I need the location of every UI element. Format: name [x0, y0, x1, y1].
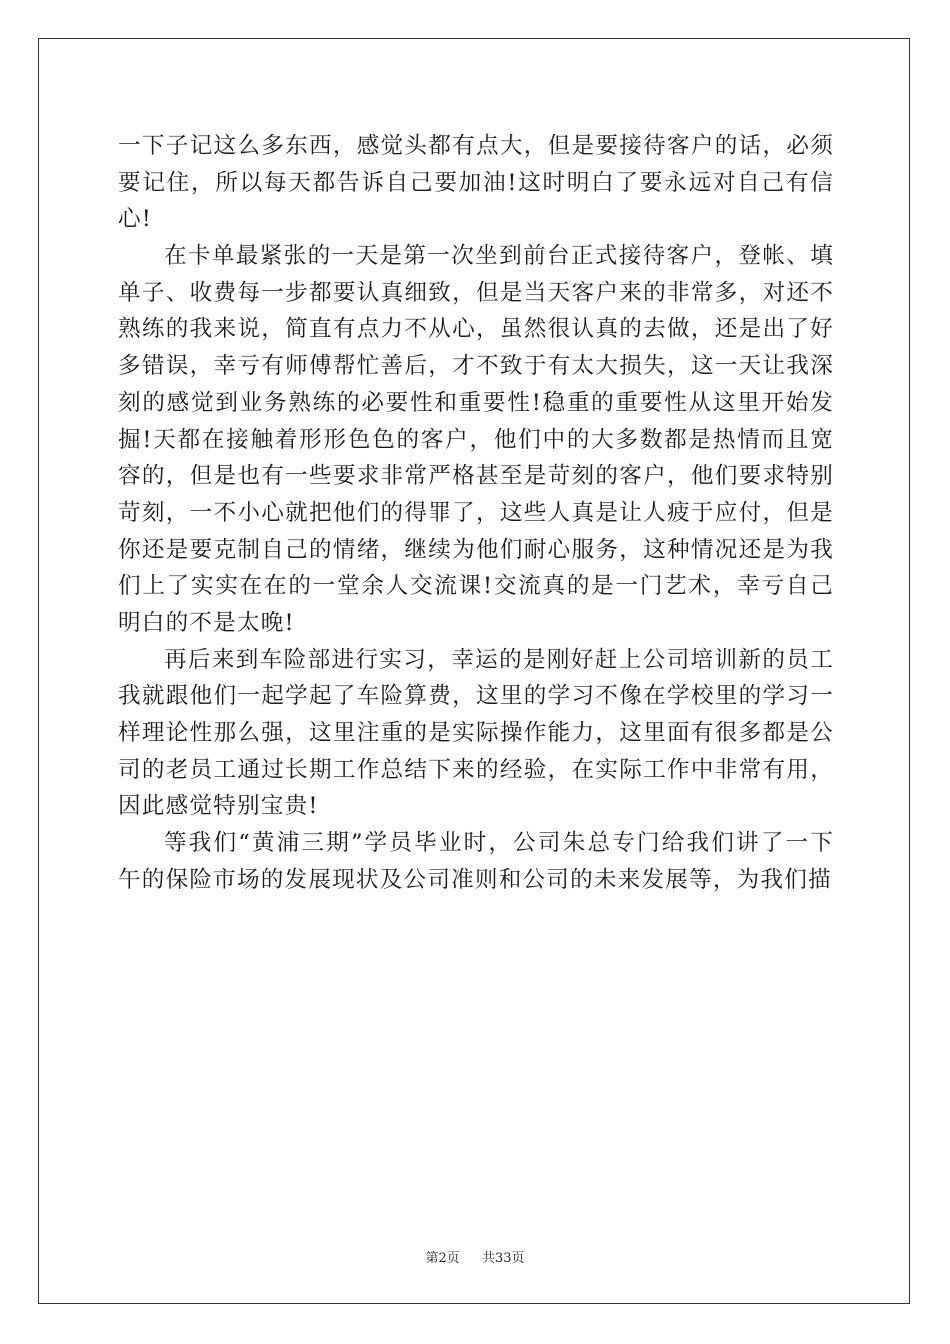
- text-line: 单子、收费每一步都要认真细致，但是当天客户来的非常多，对还不: [118, 279, 834, 306]
- text-line: 在卡单最紧张的一天是第一次坐到前台正式接待客户，登帐、填: [164, 243, 834, 270]
- page-number: 第2页: [425, 1251, 460, 1266]
- text-line: 心!: [118, 206, 153, 233]
- text-line: 掘!天都在接触着形形色色的客户，他们中的大多数都是热情而且宽: [118, 426, 834, 453]
- paragraph: [118, 642, 834, 825]
- document-body: [118, 128, 834, 898]
- text-line: 刻的感觉到业务熟练的必要性和重要性!稳重的重要性从这里开始发: [118, 389, 834, 416]
- text-line: 一下子记这么多东西，感觉头都有点大，但是要接待客户的话，必须: [118, 133, 834, 159]
- page-total: 共33页: [482, 1251, 525, 1266]
- text-line: 要记住，所以每天都告诉自己要加油!这时明白了要永远对自己有信: [118, 169, 834, 196]
- text-line: 因此感觉特别宝贵!: [118, 793, 319, 820]
- text-line: 容的，但是也有一些要求非常严格甚至是苛刻的客户，他们要求特别: [118, 463, 834, 490]
- text-line: 等我们“黄浦三期”学员毕业时，公司朱总专门给我们讲了一下: [164, 830, 834, 857]
- paragraph: [118, 128, 834, 238]
- text-line: 我就跟他们一起学起了车险算费，这里的学习不像在学校里的学习一: [118, 683, 834, 710]
- text-line: 司的老员工通过长期工作总结下来的经验，在实际工作中非常有用，: [118, 756, 834, 783]
- text-line: 你还是要克制自己的情绪，继续为他们耐心服务，这种情况还是为我: [118, 536, 834, 563]
- text-line: 多错误，幸亏有师傅帮忙善后，才不致于有太大损失，这一天让我深: [118, 353, 834, 380]
- text-line: 们上了实实在在的一堂余人交流课!交流真的是一门艺术，幸亏自己: [118, 573, 834, 600]
- text-line: 熟练的我来说，简直有点力不从心，虽然很认真的去做，还是出了好: [118, 316, 834, 343]
- paragraph: [118, 238, 834, 642]
- text-line: 样理论性那么强，这里注重的是实际操作能力，这里面有很多都是公: [118, 720, 834, 746]
- text-line: 苛刻，一不小心就把他们的得罪了，这些人真是让人疲于应付，但是: [118, 499, 834, 526]
- text-line: 明白的不是太晚!: [118, 609, 295, 636]
- text-line: 午的保险市场的发展现状及公司准则和公司的未来发展等，为我们描: [118, 866, 832, 893]
- paragraph: [118, 825, 834, 898]
- text-line: 再后来到车险部进行实习，幸运的是刚好赶上公司培训新的员工: [164, 646, 834, 673]
- page-footer: [0, 1247, 950, 1266]
